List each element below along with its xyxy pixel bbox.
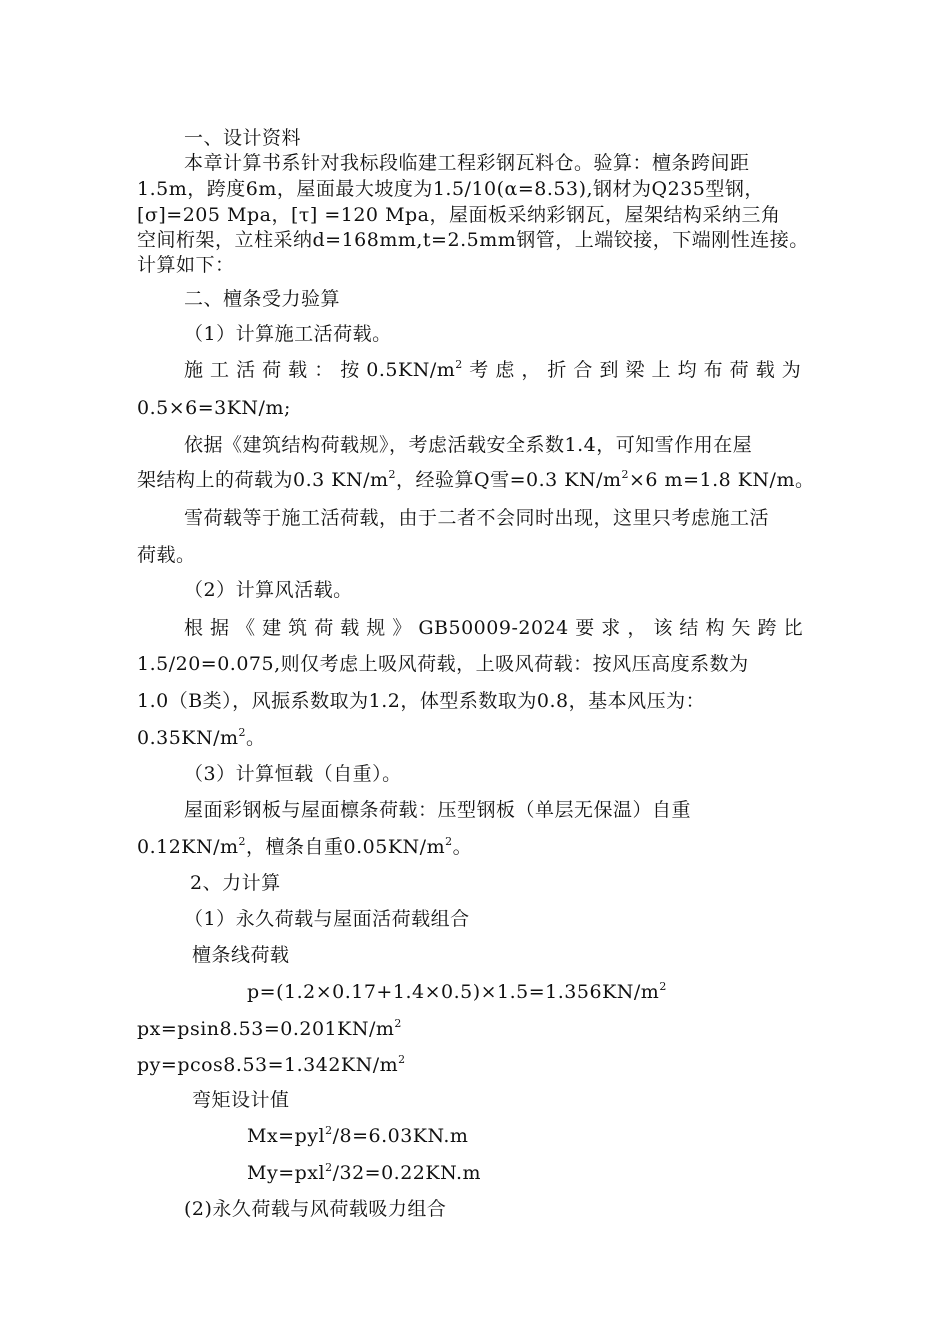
paragraph-line: 1.5m，跨度6m，屋面最大坡度为1.5/10(α=8.53),钢材为Q235型钢， (137, 178, 764, 200)
paragraph-line: 空间桁架，立柱采纳d=168mm,t=2.5mm钢管，上端铰接，下端刚性连接。 (137, 229, 809, 251)
paragraph-line: [σ]=205 Mpa，[τ] =120 Mpa，屋面板采纳彩钢瓦，屋架结构采纳三角 (137, 204, 781, 226)
paragraph-line: 雪荷载等于施工活荷载，由于二者不会同时出现，这里只考虑施工活 (184, 507, 770, 529)
section-heading-internal-force: 2、力计算 (190, 872, 281, 894)
subsection-heading: （1）永久荷载与屋面活荷载组合 (184, 908, 470, 930)
subsection-heading: （2）计算风活载。 (184, 579, 353, 601)
equation-p: $p=(1.2\times 0.17+1.4\times 0.5)\times 1.5=1.356KN/m^2$ (247, 980, 667, 1003)
paragraph-line: 0.5×6=3KN/m; (137, 397, 291, 419)
paragraph-line: 架结构上的荷载为0.3 $KN/m^2$，经验算Q雪=0.3 $KN/m^2\times 6$ m=1.8 KN/m。 (137, 468, 815, 491)
paragraph-line: 1.5/20=0.075,则仅考虑上吸风荷载，上吸风荷载：按风压高度系数为 (137, 653, 749, 675)
section-heading-design-data: 一、设计资料 (184, 127, 302, 149)
paragraph-line: 计算如下： (137, 254, 235, 276)
paragraph-line: 荷载。 (137, 544, 196, 566)
paragraph-line: $0.12KN/m^2$，檀条自重$0.05KN/m^2$。 (137, 835, 473, 858)
label-purlin-line-load: 檀条线荷载 (192, 944, 290, 966)
paragraph-line: 本章计算书系针对我标段临建工程彩钢瓦料仓。验算：檀条跨间距 (184, 152, 750, 174)
paragraph-line: 施 工 活 荷 载 ： 按 $0.5KN/m^2$ 考 虑 ， 折 合 到 梁 上 均 布 荷 载 为 (184, 358, 802, 381)
equation-my: My=pxl$^2$/32=0.22KN.m (247, 1161, 482, 1184)
paragraph-line: $0.35KN/m^2$。 (137, 726, 266, 749)
paragraph-line: 1.0（B类），风振系数取为1.2，体型系数取为0.8，基本风压为： (137, 690, 706, 712)
label-moment-design-value: 弯矩设计值 (192, 1089, 290, 1111)
subsection-heading: (2)永久荷载与风荷载吸力组合 (184, 1198, 447, 1220)
equation-mx: Mx=pyl$^2$/8=6.03KN.m (247, 1124, 469, 1147)
subsection-heading: （3）计算恒载（自重）。 (184, 763, 402, 785)
paragraph-line: 根 据 《 建 筑 荷 载 规 》 GB50009-2024 要 求 ， 该 结 构 矢 跨 比 (184, 617, 804, 639)
equation-py: $py=pcos8.53=1.342KN/m^2$ (137, 1053, 406, 1076)
paragraph-line: 依据《建筑结构荷载规》，考虑活载安全系数1.4，可知雪作用在屋 (184, 434, 753, 456)
paragraph-line: 屋面彩钢板与屋面檩条荷载：压型钢板（单层无保温）自重 (184, 799, 692, 821)
subsection-heading: （1）计算施工活荷载。 (184, 323, 392, 345)
section-heading-purlin-check: 二、檀条受力验算 (184, 288, 341, 310)
equation-px: $px=psin8.53=0.201KN/m^2$ (137, 1017, 402, 1040)
